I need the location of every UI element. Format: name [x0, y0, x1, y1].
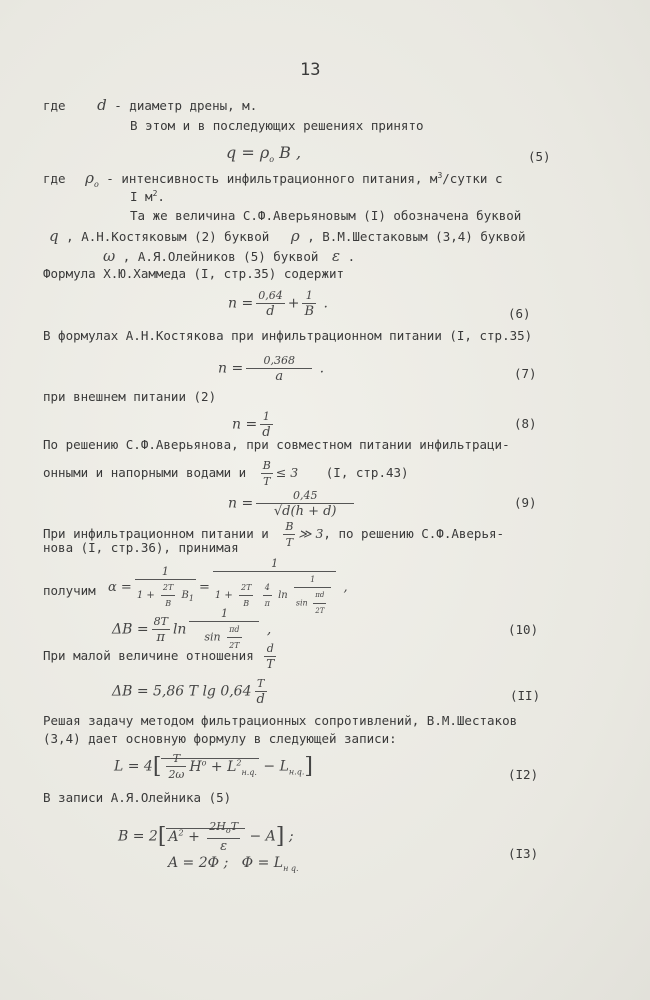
ratio-d-t: $\frac{d}{T}$: [266, 642, 275, 671]
superscript: 2: [152, 189, 158, 198]
text-line: [43, 97, 257, 114]
text-reference: (I, стр.43): [325, 465, 409, 480]
equation-12: L = 4[ $\frac{T}{2\omega}$ $H^o + L^2_{н.q.} - L_{н.q.}$]: [114, 752, 313, 781]
inequality-b-t-ge-3: $\frac{B}{T}$ ≫ 3: [285, 520, 324, 549]
symbol-epsilon: ε: [331, 247, 341, 265]
text-line: В этом и в последующих решениях принято: [130, 118, 424, 133]
text-line: Формула Х.Ю.Хаммеда (I, стр.35) содержит: [43, 266, 345, 281]
text-line: В формулах А.Н.Костякова при инфильтрационном питании (I, стр.35): [43, 328, 533, 343]
text-where: где: [43, 171, 66, 187]
equation-number-8: (8): [514, 416, 537, 431]
equation-6: n = $\frac{0,64}{d}$ + $\frac{1}{B}$ .: [228, 289, 328, 319]
text-line: получим: [43, 583, 96, 598]
equation-number-6: (6): [508, 306, 531, 321]
text-line: [43, 168, 502, 193]
text-def-p0-area: I м: [130, 189, 153, 205]
text-kostyakov: , А.Н.Костяковым (2) буквой: [66, 229, 270, 244]
equation-number-10: (10): [508, 622, 539, 637]
equation-number-5: (5): [528, 149, 551, 164]
equation-13-defs: A = 2Φ ; $\Phi = L_{н q.}$: [168, 855, 299, 873]
equation-13: B = 2[ $A^2$ + $\frac{2H_oT}{\varepsilon}$ − A] ;: [118, 820, 294, 855]
text-period: .: [157, 189, 165, 205]
text-averyanov: онными и напорными водами и: [43, 465, 247, 480]
text-line: нова (I, стр.36), принимая: [43, 540, 239, 555]
equation-number-12: (I2): [508, 767, 539, 782]
text-line: По решению С.Ф.Аверьянова, при совместном питании инфильтраци-: [43, 437, 510, 452]
equation-alpha: α = 1 1 + $\frac{2T}{B}$ $B_1$ = 1 1 + $\frac{2T}{B}$ $\frac{4}{\pi}$ ln 1 sin $\frac{\pi d}{2T}$ ,: [108, 557, 348, 615]
text-line: (3,4) дает основную формулу в следующей записи:: [43, 731, 397, 746]
superscript: 3: [437, 171, 443, 180]
equation-number-9: (9): [514, 495, 537, 510]
text-line: [43, 228, 525, 245]
text-averyanov-solution: , по решению С.Ф.Аверья-: [323, 526, 505, 541]
equation-10: ΔB = $\frac{8T}{\pi}$ ln 1 sin $\frac{\pi d}{2T}$ ,: [112, 607, 272, 650]
text-line: [43, 458, 409, 489]
symbol-d: d: [97, 96, 107, 114]
text-line: Та же величина С.Ф.Аверьяновым (I) обозначена буквой: [130, 208, 522, 223]
symbol-q: q: [49, 227, 59, 245]
text-line: В записи А.Я.Олейника (5): [43, 790, 232, 805]
equation-number-13: (I3): [508, 846, 539, 861]
equation-11: ΔB = 5,86 T lg 0,64 $\frac{T}{d}$: [112, 677, 265, 707]
equation-number-7: (7): [514, 366, 537, 381]
text-oleinikov: , А.Я.Олейников (5) буквой: [122, 249, 319, 264]
text-where: где: [43, 98, 66, 113]
text-line: Решая задачу методом фильтрационных сопротивлений, В.М.Шестаков: [43, 713, 518, 728]
text-line: [43, 248, 355, 265]
text-def-p0-unit: /сутки с: [442, 171, 503, 187]
inequality-b-t-le-3: $\frac{B}{T}$ ≤ 3: [262, 459, 299, 488]
text-line: при внешнем питании (2): [43, 389, 217, 404]
text-line: [130, 186, 165, 205]
text-infiltration: При инфильтрационном питании и: [43, 526, 269, 541]
text-def-p0: - интенсивность инфильтрационного питания, м: [106, 171, 438, 187]
page-number: 13: [300, 60, 321, 80]
symbol-rho0: $\rho_o$: [85, 169, 99, 190]
text-period: .: [347, 249, 356, 264]
equation-9: n = $\frac{0,45}{√d(h + d)}$: [228, 488, 357, 519]
symbol-rho: ρ: [290, 227, 300, 245]
equation-7: n = $\frac{0,368}{a}$ .: [218, 354, 325, 384]
equation-8: n = $\frac{1}{d}$: [232, 410, 271, 440]
text-def-d: - диаметр дрены, м.: [114, 98, 258, 113]
text-line: [43, 641, 279, 672]
symbol-omega: ω: [103, 247, 116, 265]
equation-5: $q = \rho_o$ B ,: [226, 143, 302, 165]
text-small-ratio: При малой величине отношения: [43, 648, 254, 663]
text-shestakov: , В.М.Шестаковым (3,4) буквой: [307, 229, 526, 244]
equation-number-11: (II): [510, 688, 541, 703]
